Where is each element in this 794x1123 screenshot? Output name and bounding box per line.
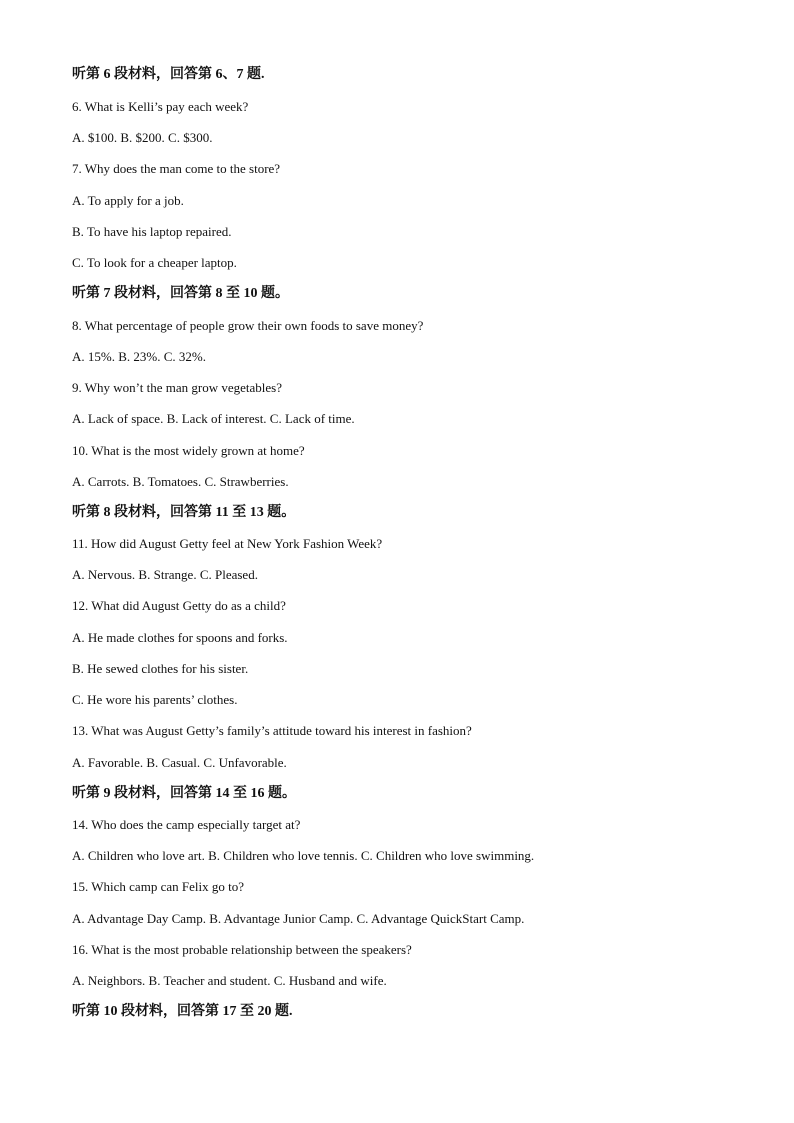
answer-option-12c: C. He wore his parents’ clothes.: [72, 692, 238, 707]
section-heading-6: 听第 6 段材料，回答第 6、7 题.: [72, 67, 265, 82]
answer-option-7c: C. To look for a cheaper laptop.: [72, 255, 237, 270]
answer-options-16: A. Neighbors. B. Teacher and student. C. Husband and wife.: [72, 973, 387, 988]
answer-option-7a: A. To apply for a job.: [72, 193, 184, 208]
answer-options-9: A. Lack of space. B. Lack of interest. C. Lack of time.: [72, 411, 355, 426]
answer-options-15: A. Advantage Day Camp. B. Advantage Junior Camp. C. Advantage QuickStart Camp.: [72, 911, 525, 926]
question-16: 16. What is the most probable relationship between the speakers?: [72, 942, 412, 957]
section-heading-8: 听第 8 段材料，回答第 11 至 13 题。: [72, 505, 296, 520]
section-heading-9: 听第 9 段材料，回答第 14 至 16 题。: [72, 786, 296, 801]
section-heading-10: 听第 10 段材料，回答第 17 至 20 题.: [72, 1004, 293, 1019]
answer-options-14: A. Children who love art. B. Children who love tennis. C. Children who love swimming.: [72, 848, 535, 863]
question-7: 7. Why does the man come to the store?: [72, 161, 281, 176]
question-14: 14. Who does the camp especially target at?: [72, 817, 301, 832]
question-9: 9. Why won’t the man grow vegetables?: [72, 380, 282, 395]
answer-options-10: A. Carrots. B. Tomatoes. C. Strawberries.: [72, 474, 289, 489]
question-13: 13. What was August Getty’s family’s attitude toward his interest in fashion?: [72, 723, 472, 738]
answer-options-8: A. 15%. B. 23%. C. 32%.: [72, 349, 206, 364]
answer-option-12a: A. He made clothes for spoons and forks.: [72, 630, 288, 645]
question-15: 15. Which camp can Felix go to?: [72, 879, 244, 894]
answer-options-13: A. Favorable. B. Casual. C. Unfavorable.: [72, 755, 287, 770]
question-11: 11. How did August Getty feel at New York Fashion Week?: [72, 536, 383, 551]
question-12: 12. What did August Getty do as a child?: [72, 598, 286, 613]
section-heading-7: 听第 7 段材料，回答第 8 至 10 题。: [72, 286, 289, 301]
answer-options-6: A. $100. B. $200. C. $300.: [72, 130, 213, 145]
answer-options-11: A. Nervous. B. Strange. C. Pleased.: [72, 567, 258, 582]
question-6: 6. What is Kelli’s pay each week?: [72, 99, 249, 114]
answer-option-7b: B. To have his laptop repaired.: [72, 224, 232, 239]
answer-option-12b: B. He sewed clothes for his sister.: [72, 661, 249, 676]
question-10: 10. What is the most widely grown at home?: [72, 443, 305, 458]
question-8: 8. What percentage of people grow their own foods to save money?: [72, 318, 424, 333]
